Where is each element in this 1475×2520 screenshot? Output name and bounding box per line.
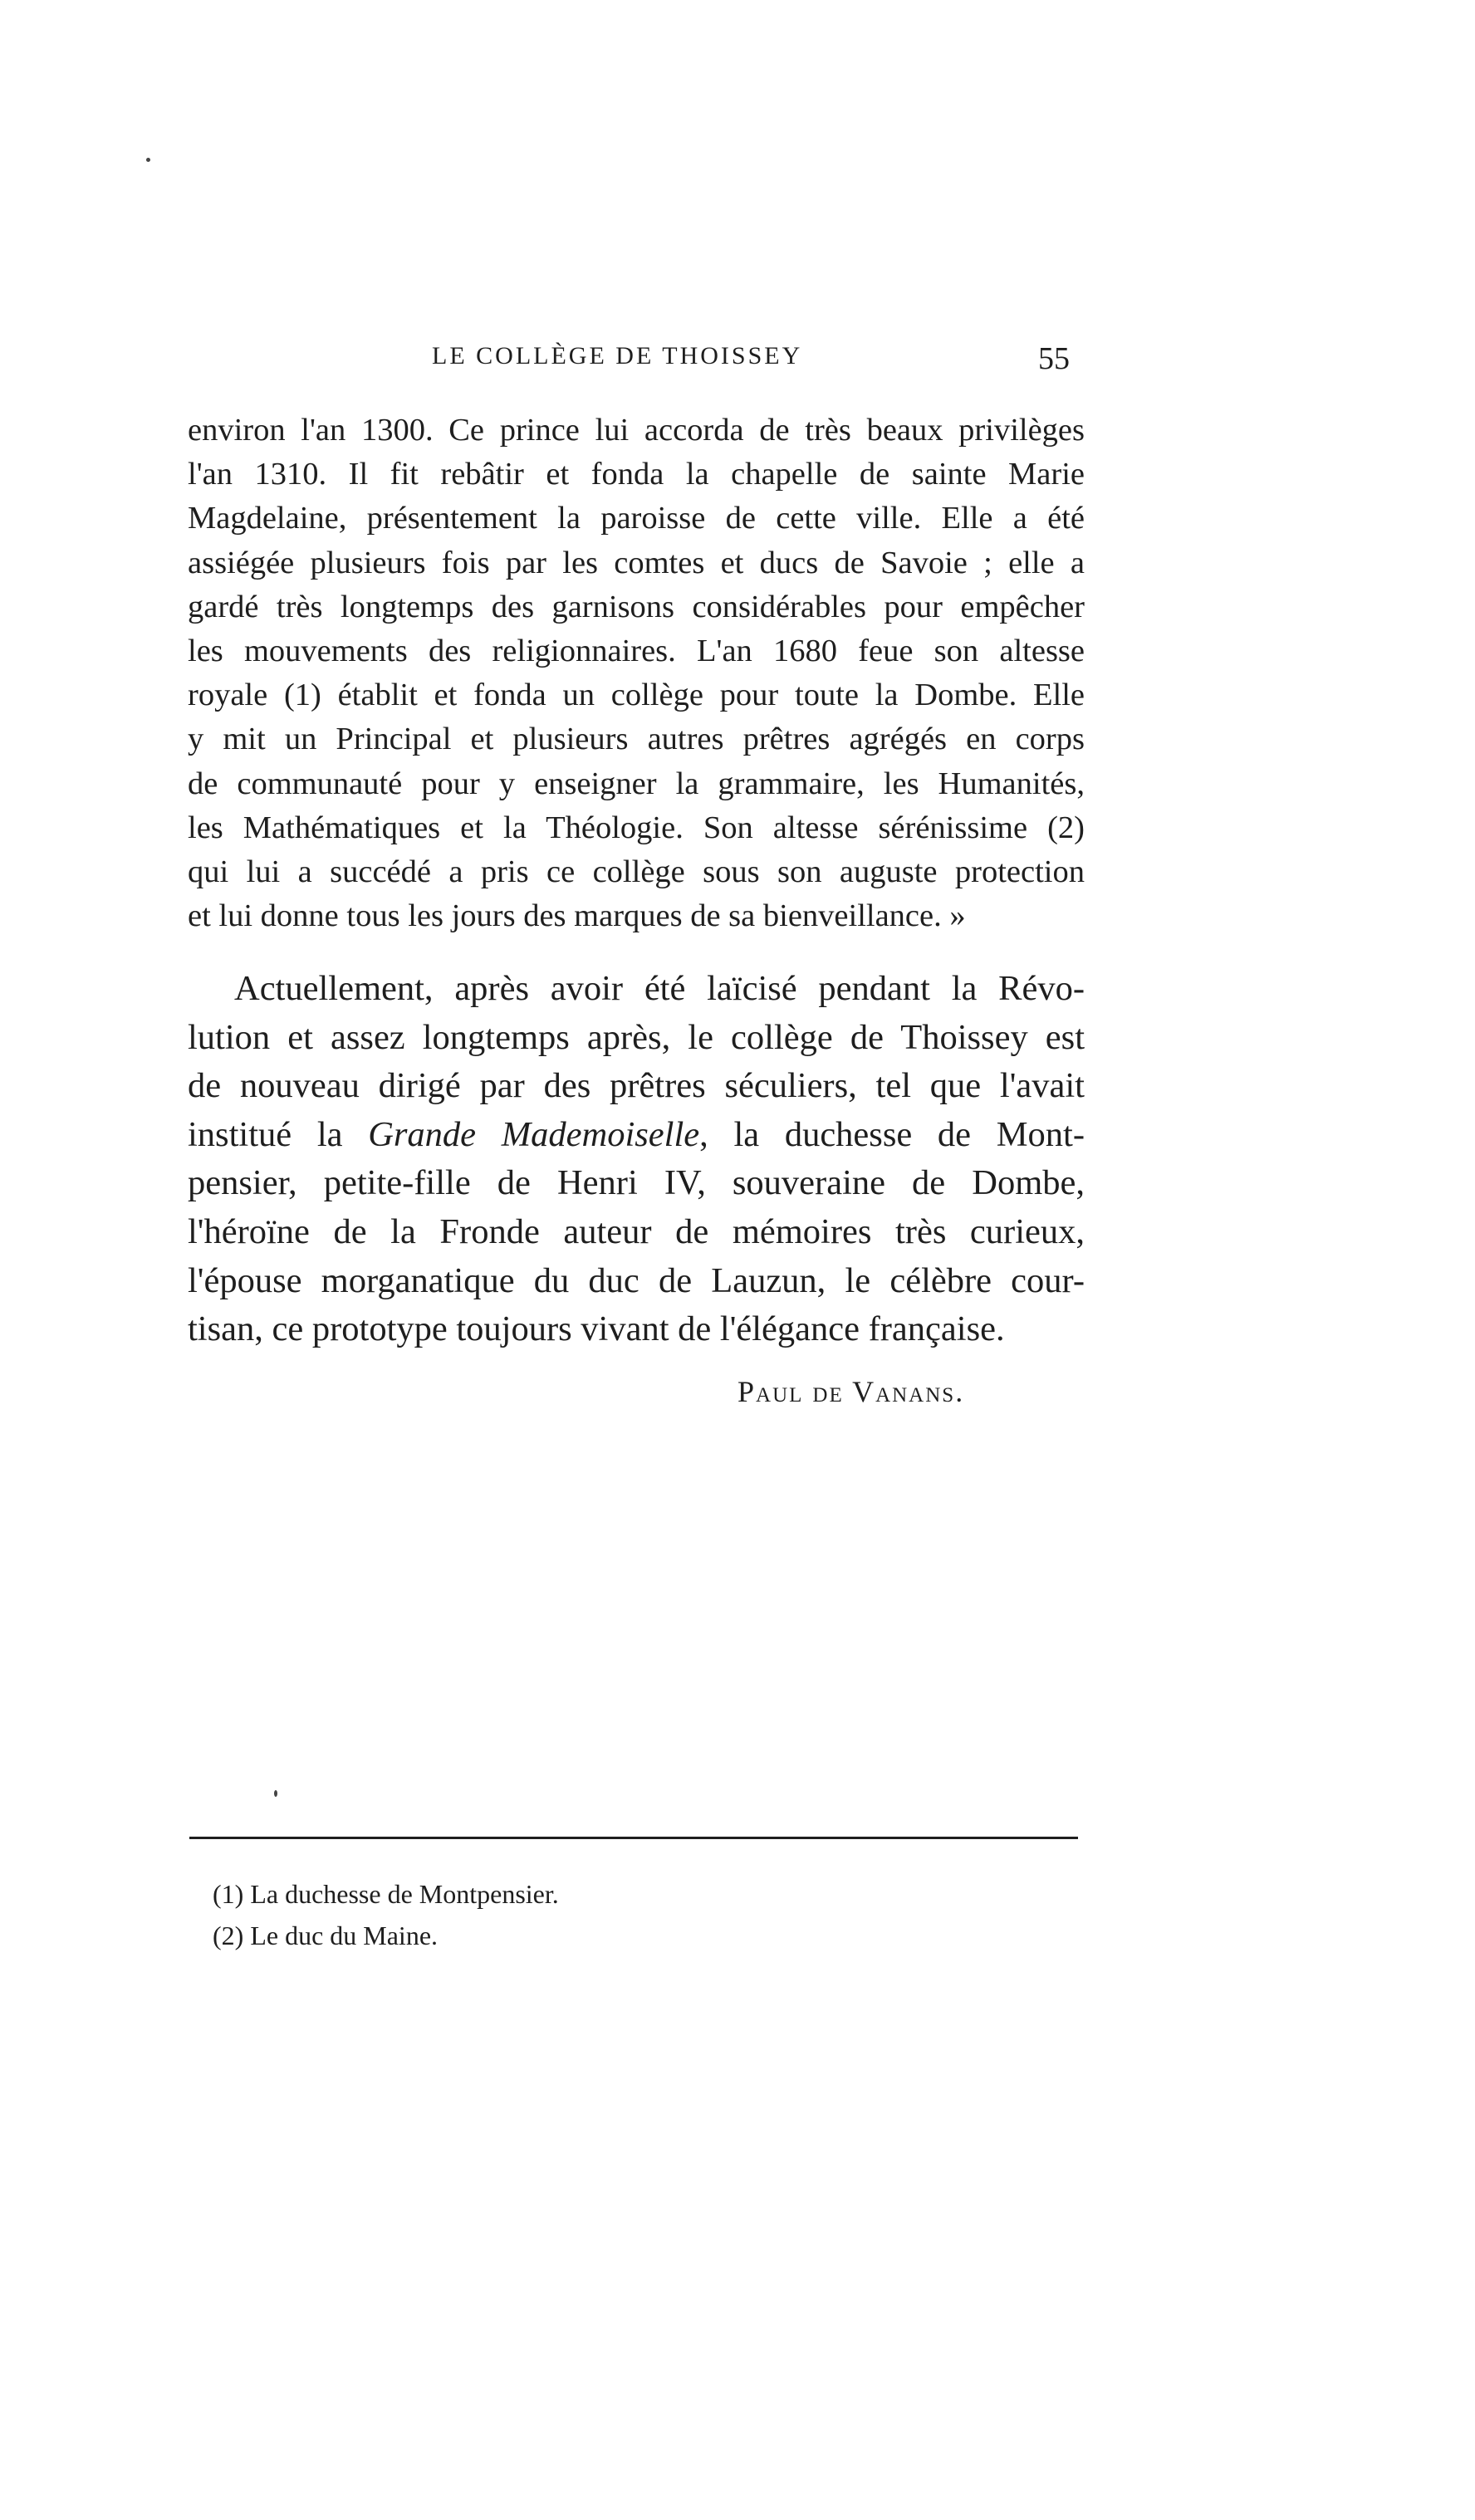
quote-line: l'an 1310. Il fit rebâtir et fonda la chapelle de sainte Marie <box>188 457 1085 492</box>
paragraph-line: pensier, petite-fille de Henri IV, souveraine de Dombe, <box>188 1163 1085 1203</box>
footnote-1: (1) La duchesse de Montpensier. <box>213 1879 559 1909</box>
author-signature: Paul de Vanans. <box>738 1375 965 1408</box>
paragraph-line: l'héroïne de la Fronde auteur de mémoires très curieux, <box>188 1211 1085 1251</box>
italic-title: Grande Mademoiselle <box>368 1114 700 1154</box>
print-speck <box>274 1790 277 1797</box>
quote-line: qui lui a succédé a pris ce collège sous son auguste protection <box>188 854 1085 890</box>
quote-line: les mouvements des religionnaires. L'an 1680 feue son altesse <box>188 634 1085 669</box>
quoted-passage <box>188 409 1085 938</box>
quote-line: les Mathématiques et la Théologie. Son altesse sérénissime (2) <box>188 810 1085 845</box>
quote-line: Magdelaine, présentement la paroisse de cette ville. Elle a été <box>188 501 1085 536</box>
footnotes <box>213 1873 559 1956</box>
quote-line: assiégée plusieurs fois par les comtes et ducs de Savoie ; elle a <box>188 545 1085 580</box>
print-speck <box>146 158 150 162</box>
quote-line: gardé très longtemps des garnisons considérables pour empêcher <box>188 589 1085 624</box>
paragraph-text: , la duchesse de Mont- <box>699 1114 1085 1154</box>
quote-line: royale (1) établit et fonda un collège pour toute la Dombe. Elle <box>188 678 1085 713</box>
footnote-rule <box>189 1837 1078 1839</box>
body-paragraph <box>188 965 1085 1354</box>
footnote-2: (2) Le duc du Maine. <box>213 1921 439 1950</box>
paragraph-line: de nouveau dirigé par des prêtres séculiers, tel que l'avait <box>188 1066 1085 1106</box>
running-head: LE COLLÈGE DE THOISSEY <box>432 342 803 369</box>
paragraph-line: lution et assez longtemps après, le collège de Thoissey est <box>188 1017 1085 1057</box>
paragraph-line: l'épouse morganatique du duc de Lauzun, le célèbre cour- <box>188 1260 1085 1300</box>
quote-line: environ l'an 1300. Ce prince lui accorda de très beaux privilèges <box>188 413 1085 448</box>
quote-line: de communauté pour y enseigner la grammaire, les Humanités, <box>188 766 1085 801</box>
paragraph-text: institué la <box>188 1114 369 1154</box>
quote-line: y mit un Principal et plusieurs autres prêtres agrégés en corps <box>188 722 1085 757</box>
quote-line: et lui donne tous les jours des marques de sa bienveillance. » <box>188 898 966 934</box>
paragraph-line: tisan, ce prototype toujours vivant de l'élégance française. <box>188 1309 1005 1349</box>
page-number: 55 <box>1038 341 1070 376</box>
paragraph-line <box>188 1111 1085 1160</box>
paragraph-line: Actuellement, après avoir été laïcisé pendant la Révo- <box>234 969 1085 1008</box>
